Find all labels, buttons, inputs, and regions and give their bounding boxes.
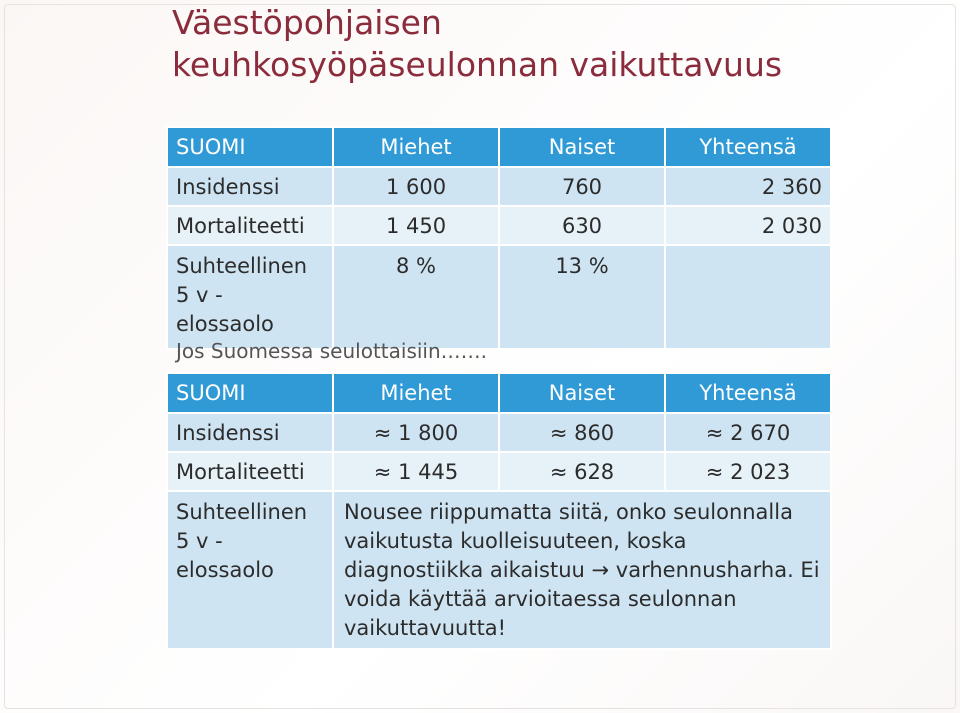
cell-value: ≈ 2 023 xyxy=(665,452,831,491)
header-miehet: Miehet xyxy=(333,373,499,413)
cell-value: 8 % xyxy=(333,245,499,349)
table-row xyxy=(167,245,831,349)
cell-value: 1 600 xyxy=(333,167,499,206)
cell-value: 2 360 xyxy=(665,167,831,206)
table-row xyxy=(167,413,831,452)
cell-value: 13 % xyxy=(499,245,665,349)
current-stats-table xyxy=(166,126,832,350)
screening-subtitle: Jos Suomessa seulottaisiin……. xyxy=(176,339,488,363)
table-row xyxy=(167,206,831,245)
row-label: Insidenssi xyxy=(167,167,333,206)
cell-value: ≈ 2 670 xyxy=(665,413,831,452)
title-line-2: keuhkosyöpäseulonnan vaikuttavuus xyxy=(172,45,783,84)
header-suomi: SUOMI xyxy=(167,127,333,167)
screening-stats-table xyxy=(166,372,832,650)
table-header-row xyxy=(167,373,831,413)
header-naiset: Naiset xyxy=(499,127,665,167)
cell-value: 2 030 xyxy=(665,206,831,245)
table-row xyxy=(167,167,831,206)
table-header-row xyxy=(167,127,831,167)
cell-value: ≈ 860 xyxy=(499,413,665,452)
header-yhteensa: Yhteensä xyxy=(665,373,831,413)
cell-value: 630 xyxy=(499,206,665,245)
row-label: Insidenssi xyxy=(167,413,333,452)
header-yhteensa: Yhteensä xyxy=(665,127,831,167)
cell-value xyxy=(665,245,831,349)
cell-value: 1 450 xyxy=(333,206,499,245)
cell-value: ≈ 1 800 xyxy=(333,413,499,452)
slide-title xyxy=(172,2,932,86)
title-line-1: Väestöpohjaisen xyxy=(172,3,442,42)
cell-value: 760 xyxy=(499,167,665,206)
header-suomi: SUOMI xyxy=(167,373,333,413)
table-row xyxy=(167,452,831,491)
cell-value: ≈ 628 xyxy=(499,452,665,491)
row-label: Mortaliteetti xyxy=(167,206,333,245)
row-label: Suhteellinen 5 v - elossaolo xyxy=(167,245,333,349)
row-label: Suhteellinen 5 v - elossaolo xyxy=(167,491,333,649)
header-naiset: Naiset xyxy=(499,373,665,413)
row-label: Mortaliteetti xyxy=(167,452,333,491)
lead-time-bias-note: Nousee riippumatta siitä, onko seulonnalla vaikutusta kuolleisuuteen, koska diagnostiikka aikaistuu → varhennusharha. Ei voida käyttää arvioitaessa seulonnan vaikuttavuutta! xyxy=(333,491,831,649)
header-miehet: Miehet xyxy=(333,127,499,167)
table-row xyxy=(167,491,831,649)
cell-value: ≈ 1 445 xyxy=(333,452,499,491)
